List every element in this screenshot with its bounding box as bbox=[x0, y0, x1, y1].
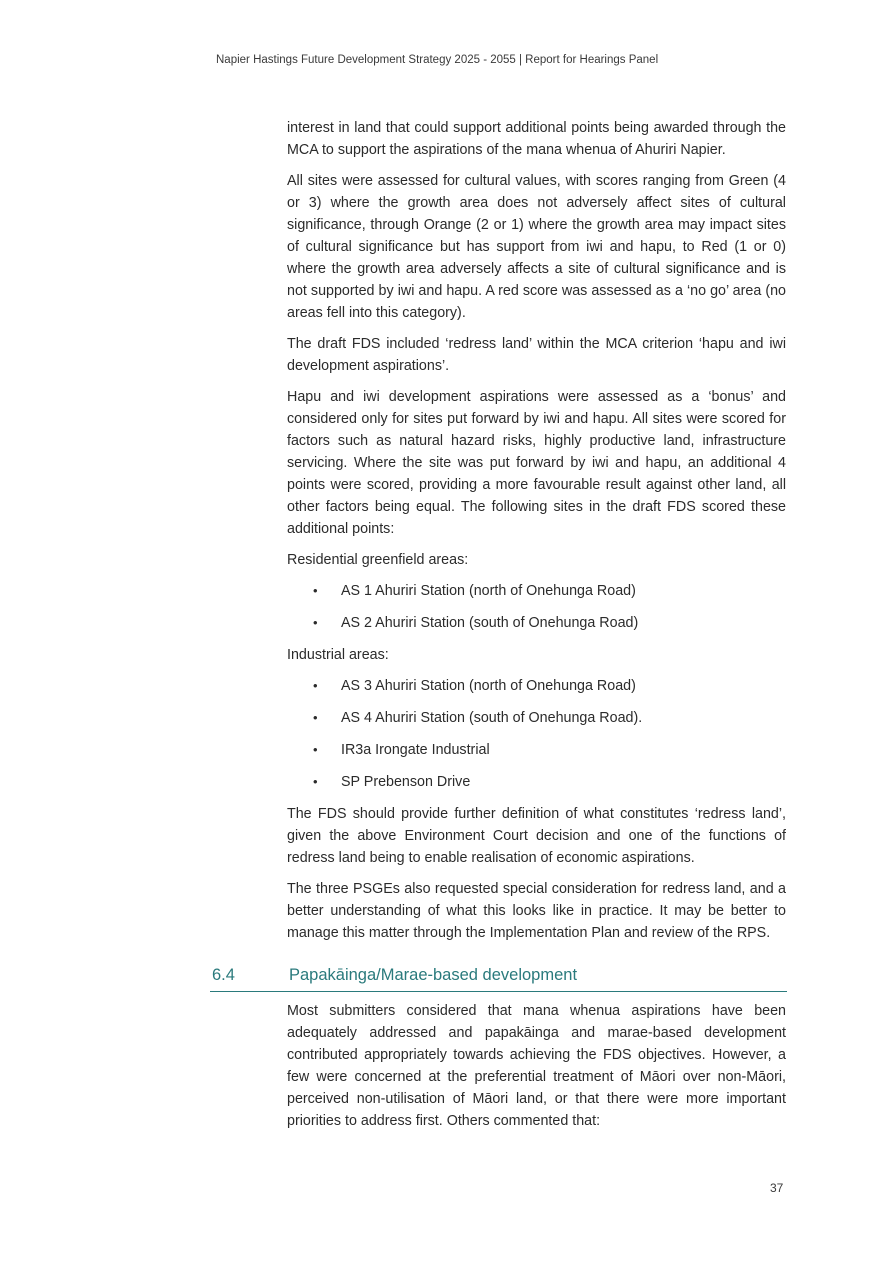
industrial-label: Industrial areas: bbox=[287, 647, 389, 663]
bullet-icon: • bbox=[313, 615, 318, 630]
paragraph: The draft FDS included ‘redress land’ within the MCA criterion ‘hapu and iwi development aspirations’. bbox=[287, 336, 786, 374]
residential-label: Residential greenfield areas: bbox=[287, 552, 469, 568]
list-item-text: AS 1 Ahuriri Station (north of Onehunga Road) bbox=[341, 583, 636, 599]
list-item bbox=[313, 580, 786, 602]
list-item-text: AS 3 Ahuriri Station (north of Onehunga Road) bbox=[341, 678, 636, 694]
bullet-icon: • bbox=[313, 742, 318, 757]
list-item-text: AS 2 Ahuriri Station (south of Onehunga Road) bbox=[341, 615, 639, 631]
list-item bbox=[313, 739, 786, 761]
paragraph: All sites were assessed for cultural values, with scores ranging from Green (4 or 3) where the growth area does not adversely affect sites of cultural significance, through Orange (2 or 1) where the growth area may impact sites of cultural significance but has support from iwi and hapu, to Red (1 or 0) where the growth area adversely affects a site of cultural significance and is not supported by iwi and hapu. A red score was assessed as a ‘no go’ area (no areas fell into this category). bbox=[287, 173, 786, 321]
paragraph: interest in land that could support additional points being awarded through the MCA to support the aspirations of the mana whenua of Ahuriri Napier. bbox=[287, 120, 786, 158]
list-item-text: IR3a Irongate Industrial bbox=[341, 742, 490, 758]
section-number: 6.4 bbox=[212, 966, 235, 984]
paragraph: Most submitters considered that mana whenua aspirations have been adequately addressed and papakāinga and marae-based development contributed appropriately towards achieving the FDS objectives. However, a few were concerned at the preferential treatment of Māori over non-Māori, perceived non-utilisation of Māori land, or that there were more important priorities to address first. Others commented that: bbox=[287, 1003, 786, 1129]
bullet-icon: • bbox=[313, 710, 318, 725]
page-number: 37 bbox=[770, 1181, 784, 1195]
list-item bbox=[313, 675, 786, 697]
residential-list bbox=[287, 580, 786, 634]
paragraph: Hapu and iwi development aspirations were assessed as a ‘bonus’ and considered only for sites put forward by iwi and hapu. All sites were scored for factors such as natural hazard risks, highly productive land, infrastructure servicing. Where the site was put forward by iwi and hapu, an additional 4 points were scored, providing a more favourable result against other land, all other factors being equal. The following sites in the draft FDS scored these additional points: bbox=[287, 389, 786, 537]
industrial-list bbox=[287, 675, 786, 793]
section-title: Papakāinga/Marae-based development bbox=[289, 966, 578, 984]
list-item bbox=[313, 771, 786, 793]
list-item-text: SP Prebenson Drive bbox=[341, 774, 471, 790]
list-item bbox=[313, 612, 786, 634]
main-content bbox=[287, 117, 786, 953]
bullet-icon: • bbox=[313, 583, 318, 598]
section-body bbox=[287, 1000, 786, 1132]
paragraph: The three PSGEs also requested special consideration for redress land, and a better understanding of what this looks like in practice. It may be better to manage this matter through the Implementation Plan and review of the RPS. bbox=[287, 881, 786, 941]
bullet-icon: • bbox=[313, 774, 318, 789]
list-item-text: AS 4 Ahuriri Station (south of Onehunga Road). bbox=[341, 710, 643, 726]
section-heading bbox=[210, 964, 787, 992]
page-header: Napier Hastings Future Development Strategy 2025 - 2055 | Report for Hearings Panel bbox=[216, 54, 659, 66]
list-item bbox=[313, 707, 786, 729]
bullet-icon: • bbox=[313, 678, 318, 693]
paragraph: The FDS should provide further definition of what constitutes ‘redress land’, given the above Environment Court decision and one of the functions of redress land being to enable realisation of economic aspirations. bbox=[287, 806, 786, 866]
